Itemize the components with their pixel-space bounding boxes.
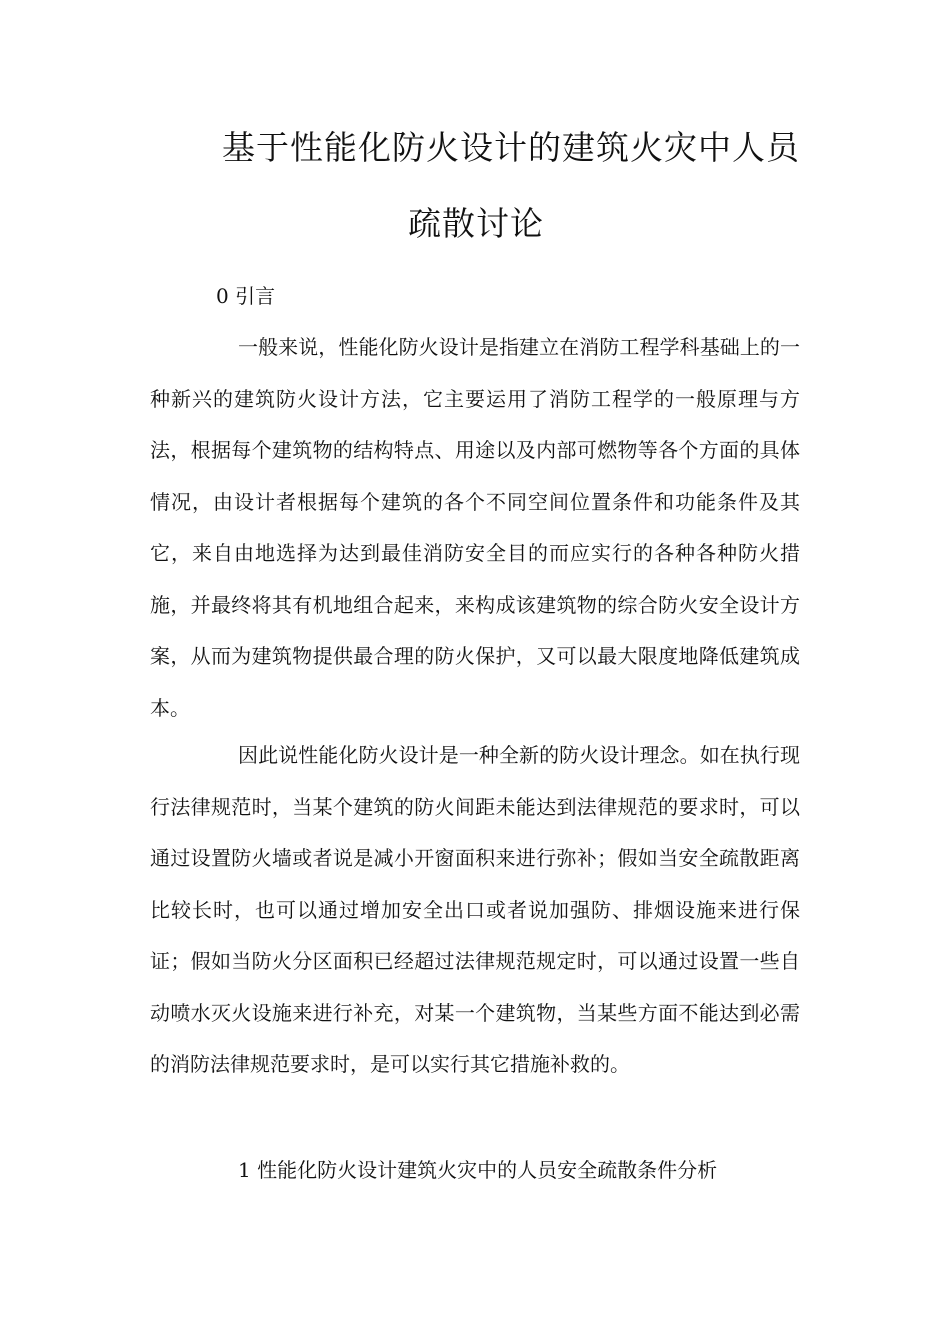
- document-title-line-1: 基于性能化防火设计的建筑火灾中人员: [222, 128, 800, 167]
- section-heading-introduction: 0 引言: [216, 284, 276, 308]
- document-title-line-2: 疏散讨论: [408, 204, 544, 243]
- section-heading-1: 1 性能化防火设计建筑火灾中的人员安全疏散条件分析: [238, 1158, 718, 1182]
- body-paragraph-2: 因此说性能化防火设计是一种全新的防火设计理念。如在执行现行法律规范时，当某个建筑的防火间距未能达到法律规范的要求时，可以通过设置防火墙或者说是减小开窗面积来进行弥补；假如当安全疏散距离比较长时，也可以通过增加安全出口或者说加强防、排烟设施来进行保证；假如当防火分区面积已经超过法律规范规定时，可以通过设置一些自动喷水灭火设施来进行补充，对某一个建筑物，当某些方面不能达到必需的消防法律规范要求时，是可以实行其它措施补救的。: [150, 743, 800, 1076]
- body-paragraph-1: 一般来说，性能化防火设计是指建立在消防工程学科基础上的一种新兴的建筑防火设计方法，它主要运用了消防工程学的一般原理与方法，根据每个建筑物的结构特点、用途以及内部可燃物等各个方面的具体情况，由设计者根据每个建筑的各个不同空间位置条件和功能条件及其它，来自由地选择为达到最佳消防安全目的而应实行的各种各种防火措施，并最终将其有机地组合起来，来构成该建筑物的综合防火安全设计方案，从而为建筑物提供最合理的防火保护，又可以最大限度地降低建筑成本。: [150, 335, 800, 720]
